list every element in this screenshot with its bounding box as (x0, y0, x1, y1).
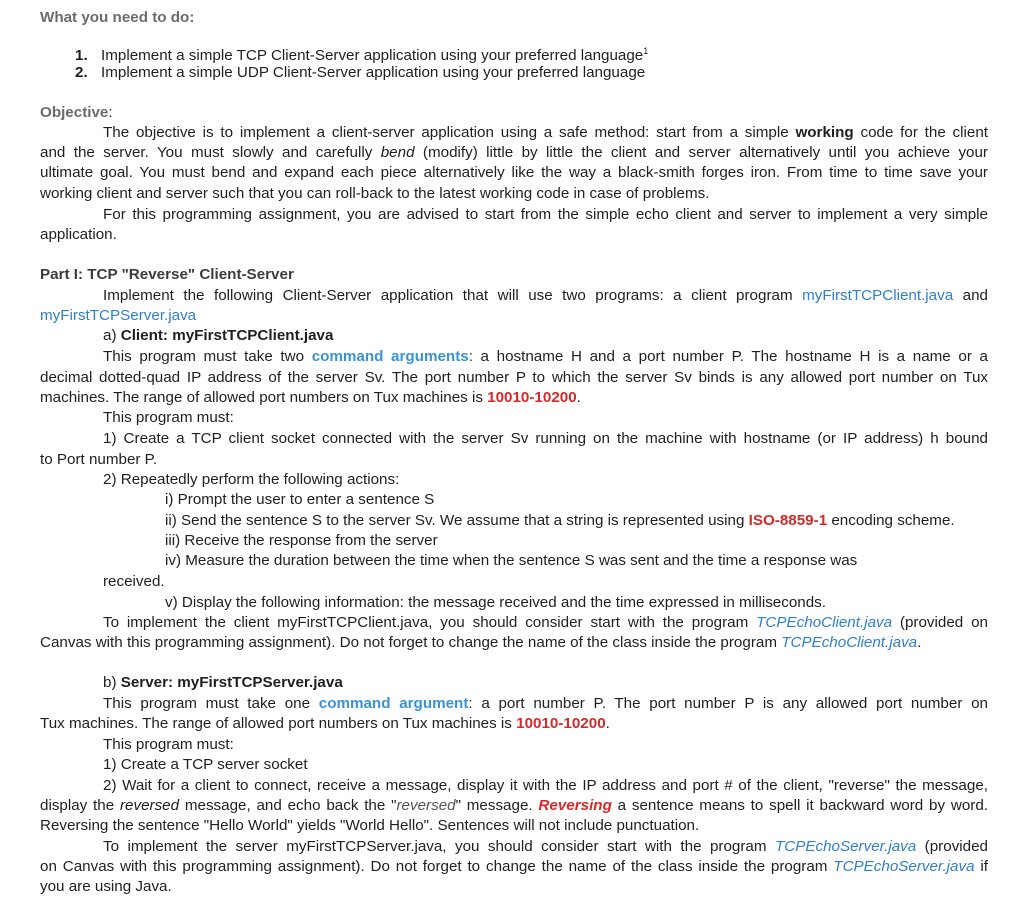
objective-paragraph-line: application. (40, 226, 117, 243)
server-must: This program must: (103, 736, 234, 753)
server-step-line: 1) Create a TCP server socket (103, 756, 308, 773)
part1-intro-server-link: myFirstTCPServer.java (40, 307, 197, 324)
server-impl-line: on Canvas with this programming assignment). Do not forget to change the name of the class inside the program TCPEchoServer.java if (40, 858, 988, 875)
client-step-line: 2) Repeatedly perform the following actions: (103, 471, 400, 488)
client-substep: iv) Measure the duration between the time when the sentence S was sent and the time a response was (165, 552, 858, 569)
todo-item-2: 2. Implement a simple UDP Client-Server application using your preferred language (75, 64, 646, 81)
part1-intro-line: Implement the following Client-Server application that will use two programs: a client program myFirstTCPClient.java and (103, 287, 988, 304)
server-impl-line: To implement the server myFirstTCPServer.java, you should consider start with the program TCPEchoServer.java (provided (103, 838, 988, 855)
part1-heading: Part I: TCP "Reverse" Client-Server (40, 266, 294, 283)
client-step-line: to Port number P. (40, 451, 158, 468)
client-text-line: machines. The range of allowed port numbers on Tux machines is 10010-10200. (40, 389, 581, 406)
server-text-line: This program must take one command argument: a port number P. The port number P is any allowed port number on (103, 695, 988, 712)
client-substep: i) Prompt the user to enter a sentence S (165, 491, 435, 508)
client-step-line: 1) Create a TCP client socket connected with the server Sv running on the machine with hostname (or IP address) h bound (103, 430, 988, 447)
client-substep: ii) Send the sentence S to the server Sv. We assume that a string is represented using ISO-8859-1 encoding scheme. (165, 512, 955, 529)
todo-item-1: 1. Implement a simple TCP Client-Server application using your preferred language$^1$ (75, 46, 649, 65)
client-text-line: This program must take two command arguments: a hostname H and a port number P. The hostname H is a name or a (103, 348, 988, 365)
objective-paragraph-line: and the server. You must slowly and carefully bend (modify) little by little the client and server alternatively until you achieve your (40, 144, 988, 161)
client-substep: received. (103, 573, 165, 590)
objective-paragraph-line: For this programming assignment, you are advised to start from the simple echo client and server to implement a very simple (103, 206, 988, 223)
objective-heading: Objective: (40, 104, 113, 121)
objective-paragraph-line: The objective is to implement a client-server application using a safe method: start from a simple working code for the client (103, 124, 989, 141)
objective-paragraph-line: ultimate goal. You must bend and expand each piece alternatively like the way a black-smith forges iron. From time to time save your (40, 164, 988, 181)
server-step-line: 2) Wait for a client to connect, receive a message, display it with the IP address and port # of the client, "reverse" the message, (103, 777, 988, 794)
client-text-line: decimal dotted-quad IP address of the server Sv. The port number P to which the server Sv binds is any allowed port number on Tux (40, 369, 988, 386)
objective-paragraph-line: working client and server such that you can roll-back to the latest working code in case of problems. (40, 185, 710, 202)
client-must: This program must: (103, 409, 234, 426)
client-impl-line: Canvas with this programming assignment). Do not forget to change the name of the class inside the program TCPEchoClient.java. (40, 634, 922, 651)
server-text-line: Tux machines. The range of allowed port numbers on Tux machines is 10010-10200. (40, 715, 610, 732)
server-step-line: display the reversed message, and echo back the "reversed" message. Reversing a sentence means to spell it backward word by word. (40, 797, 988, 814)
client-impl-line: To implement the client myFirstTCPClient.java, you should consider start with the program TCPEchoClient.java (provided on (103, 614, 988, 631)
todo-heading: What you need to do: (40, 9, 195, 26)
server-step-line: Reversing the sentence "Hello World" yields "World Hello". Sentences will not include punctuation. (40, 817, 700, 834)
client-substep: iii) Receive the response from the server (165, 532, 438, 549)
client-heading: a) Client: myFirstTCPClient.java (103, 327, 334, 344)
client-substep: v) Display the following information: the message received and the time expressed in milliseconds. (165, 594, 826, 611)
server-heading: b) Server: myFirstTCPServer.java (103, 674, 343, 691)
server-impl-line: you are using Java. (40, 878, 172, 895)
